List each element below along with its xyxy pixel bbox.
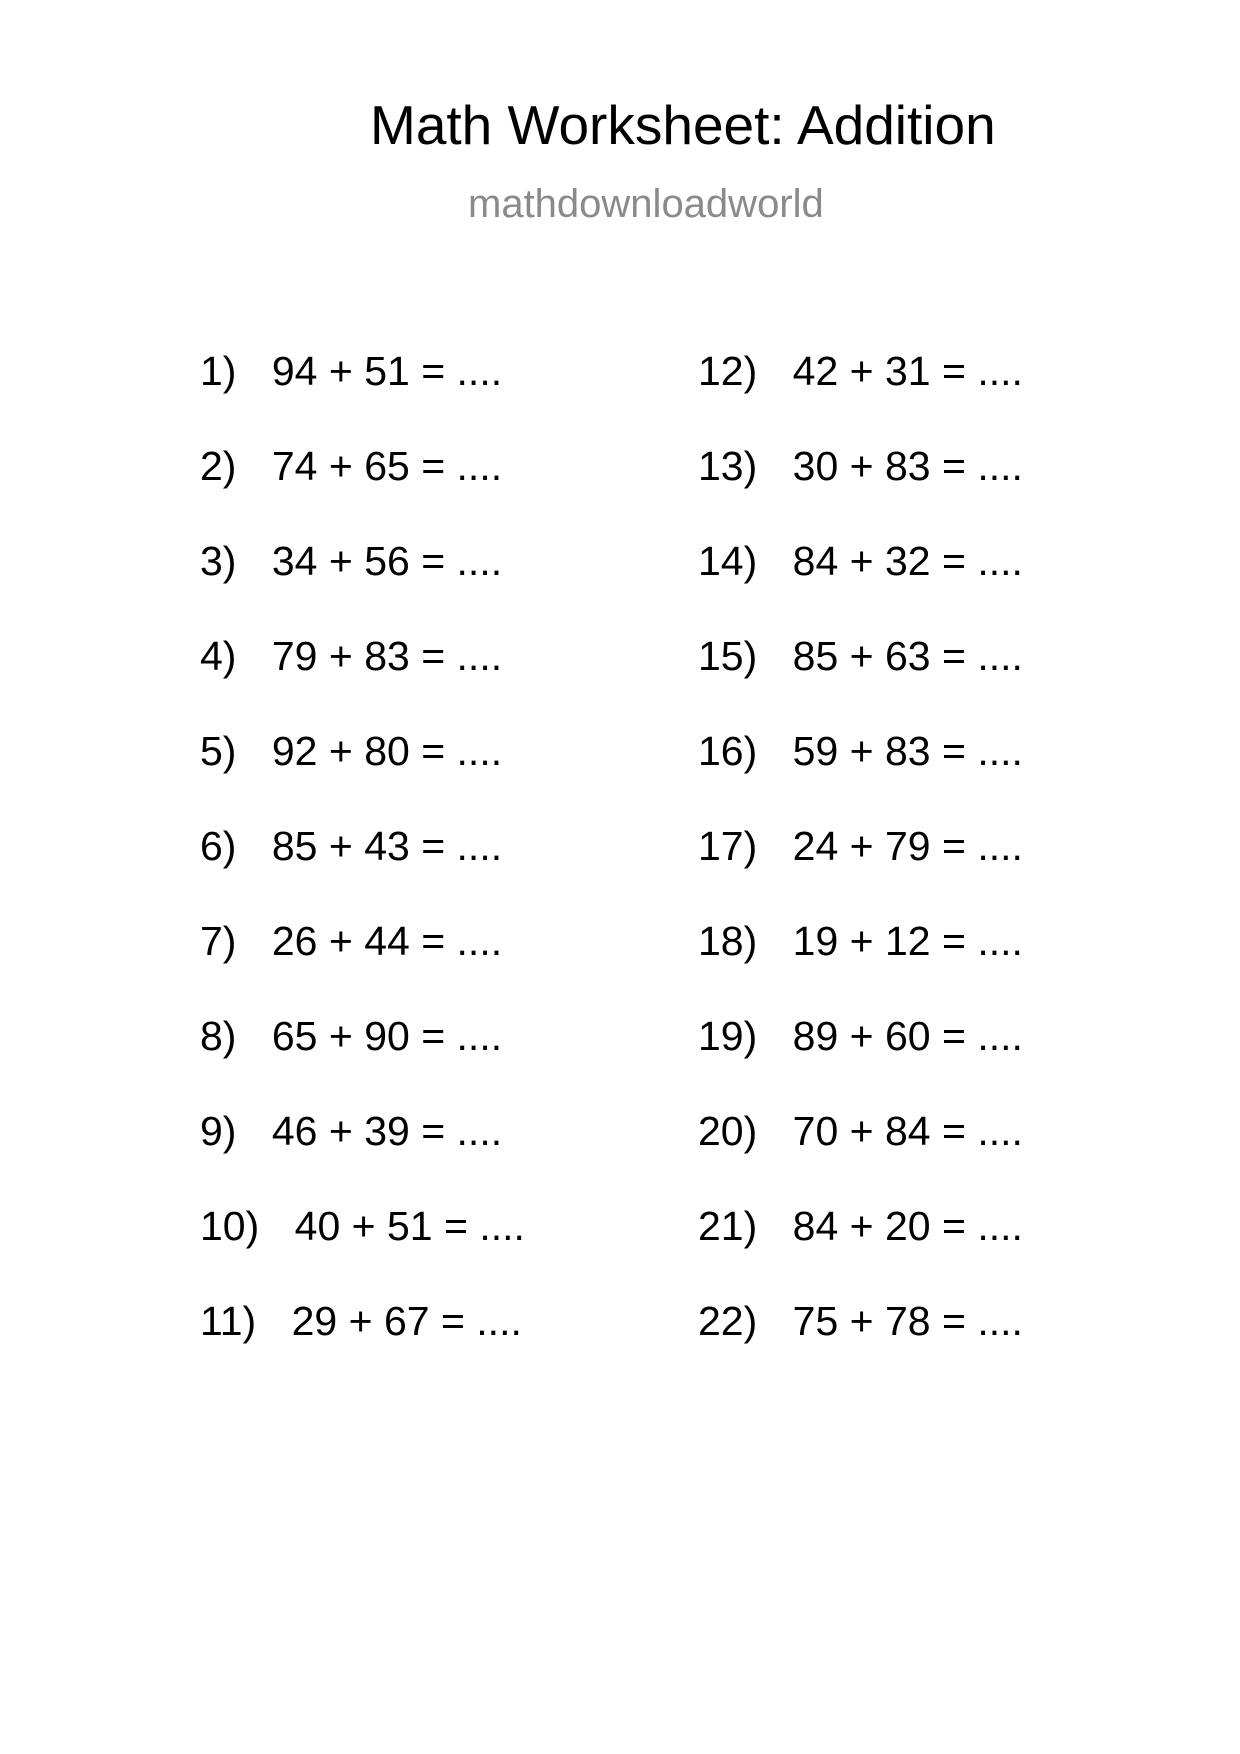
problem-expression: 65 + 90 = .... (271, 1013, 503, 1059)
problem-row (698, 728, 1023, 826)
problem-number: 18) (698, 918, 758, 964)
problem-expression: 46 + 39 = .... (271, 1108, 503, 1154)
problem-number: 7) (200, 918, 237, 964)
problem-row (200, 918, 525, 1016)
problem-number: 6) (200, 823, 237, 869)
problem-number: 13) (698, 443, 758, 489)
problem-row (698, 823, 1023, 921)
problem-number: 1) (200, 348, 237, 394)
problem-number: 17) (698, 823, 758, 869)
problem-row (200, 823, 525, 921)
problem-expression: 26 + 44 = .... (271, 918, 503, 964)
problem-expression: 75 + 78 = .... (792, 1298, 1023, 1344)
problem-expression: 84 + 32 = .... (792, 538, 1023, 584)
problem-column-right (698, 348, 1023, 1396)
problem-expression: 29 + 67 = .... (291, 1298, 522, 1344)
problem-expression: 85 + 63 = .... (792, 633, 1023, 679)
problem-row (200, 1108, 525, 1206)
problem-expression: 24 + 79 = .... (792, 823, 1023, 869)
problem-number: 22) (698, 1298, 758, 1344)
problem-expression: 42 + 31 = .... (792, 348, 1023, 394)
problem-column-left (200, 348, 525, 1396)
problem-number: 5) (200, 728, 237, 774)
problem-number: 2) (200, 443, 237, 489)
problem-row (698, 633, 1023, 731)
problem-row (698, 1203, 1023, 1301)
problem-row (698, 1108, 1023, 1206)
problem-row (698, 443, 1023, 541)
problem-row (698, 918, 1023, 1016)
problem-number: 3) (200, 538, 237, 584)
worksheet-title: Math Worksheet: Addition (370, 94, 996, 156)
problem-expression: 59 + 83 = .... (792, 728, 1023, 774)
problem-row (200, 633, 525, 731)
worksheet-source: mathdownloadworld (468, 182, 824, 226)
problem-expression: 34 + 56 = .... (271, 538, 503, 584)
problem-number: 19) (698, 1013, 758, 1059)
problem-row (200, 728, 525, 826)
problem-number: 15) (698, 633, 758, 679)
problem-expression: 84 + 20 = .... (792, 1203, 1023, 1249)
problem-expression: 92 + 80 = .... (271, 728, 503, 774)
problem-number: 9) (200, 1108, 237, 1154)
problem-row (200, 443, 525, 541)
problem-row (698, 348, 1023, 446)
problem-row (698, 1013, 1023, 1111)
problem-expression: 70 + 84 = .... (792, 1108, 1023, 1154)
problem-number: 10) (200, 1203, 260, 1249)
problem-number: 16) (698, 728, 758, 774)
problem-number: 20) (698, 1108, 758, 1154)
problem-expression: 94 + 51 = .... (271, 348, 503, 394)
problem-expression: 85 + 43 = .... (271, 823, 503, 869)
problem-row (200, 348, 525, 446)
problem-number: 4) (200, 633, 237, 679)
problem-row (698, 1298, 1023, 1396)
problem-expression: 74 + 65 = .... (271, 443, 503, 489)
problem-expression: 79 + 83 = .... (271, 633, 503, 679)
problem-row (200, 538, 525, 636)
problem-row (200, 1298, 525, 1396)
problem-number: 21) (698, 1203, 758, 1249)
problem-row (200, 1203, 525, 1301)
problem-expression: 19 + 12 = .... (792, 918, 1023, 964)
problem-row (200, 1013, 525, 1111)
problem-expression: 89 + 60 = .... (792, 1013, 1023, 1059)
problem-row (698, 538, 1023, 636)
problem-number: 14) (698, 538, 758, 584)
problem-number: 11) (200, 1298, 257, 1344)
problem-expression: 30 + 83 = .... (792, 443, 1023, 489)
problem-number: 8) (200, 1013, 237, 1059)
problem-number: 12) (698, 348, 758, 394)
problem-expression: 40 + 51 = .... (294, 1203, 525, 1249)
